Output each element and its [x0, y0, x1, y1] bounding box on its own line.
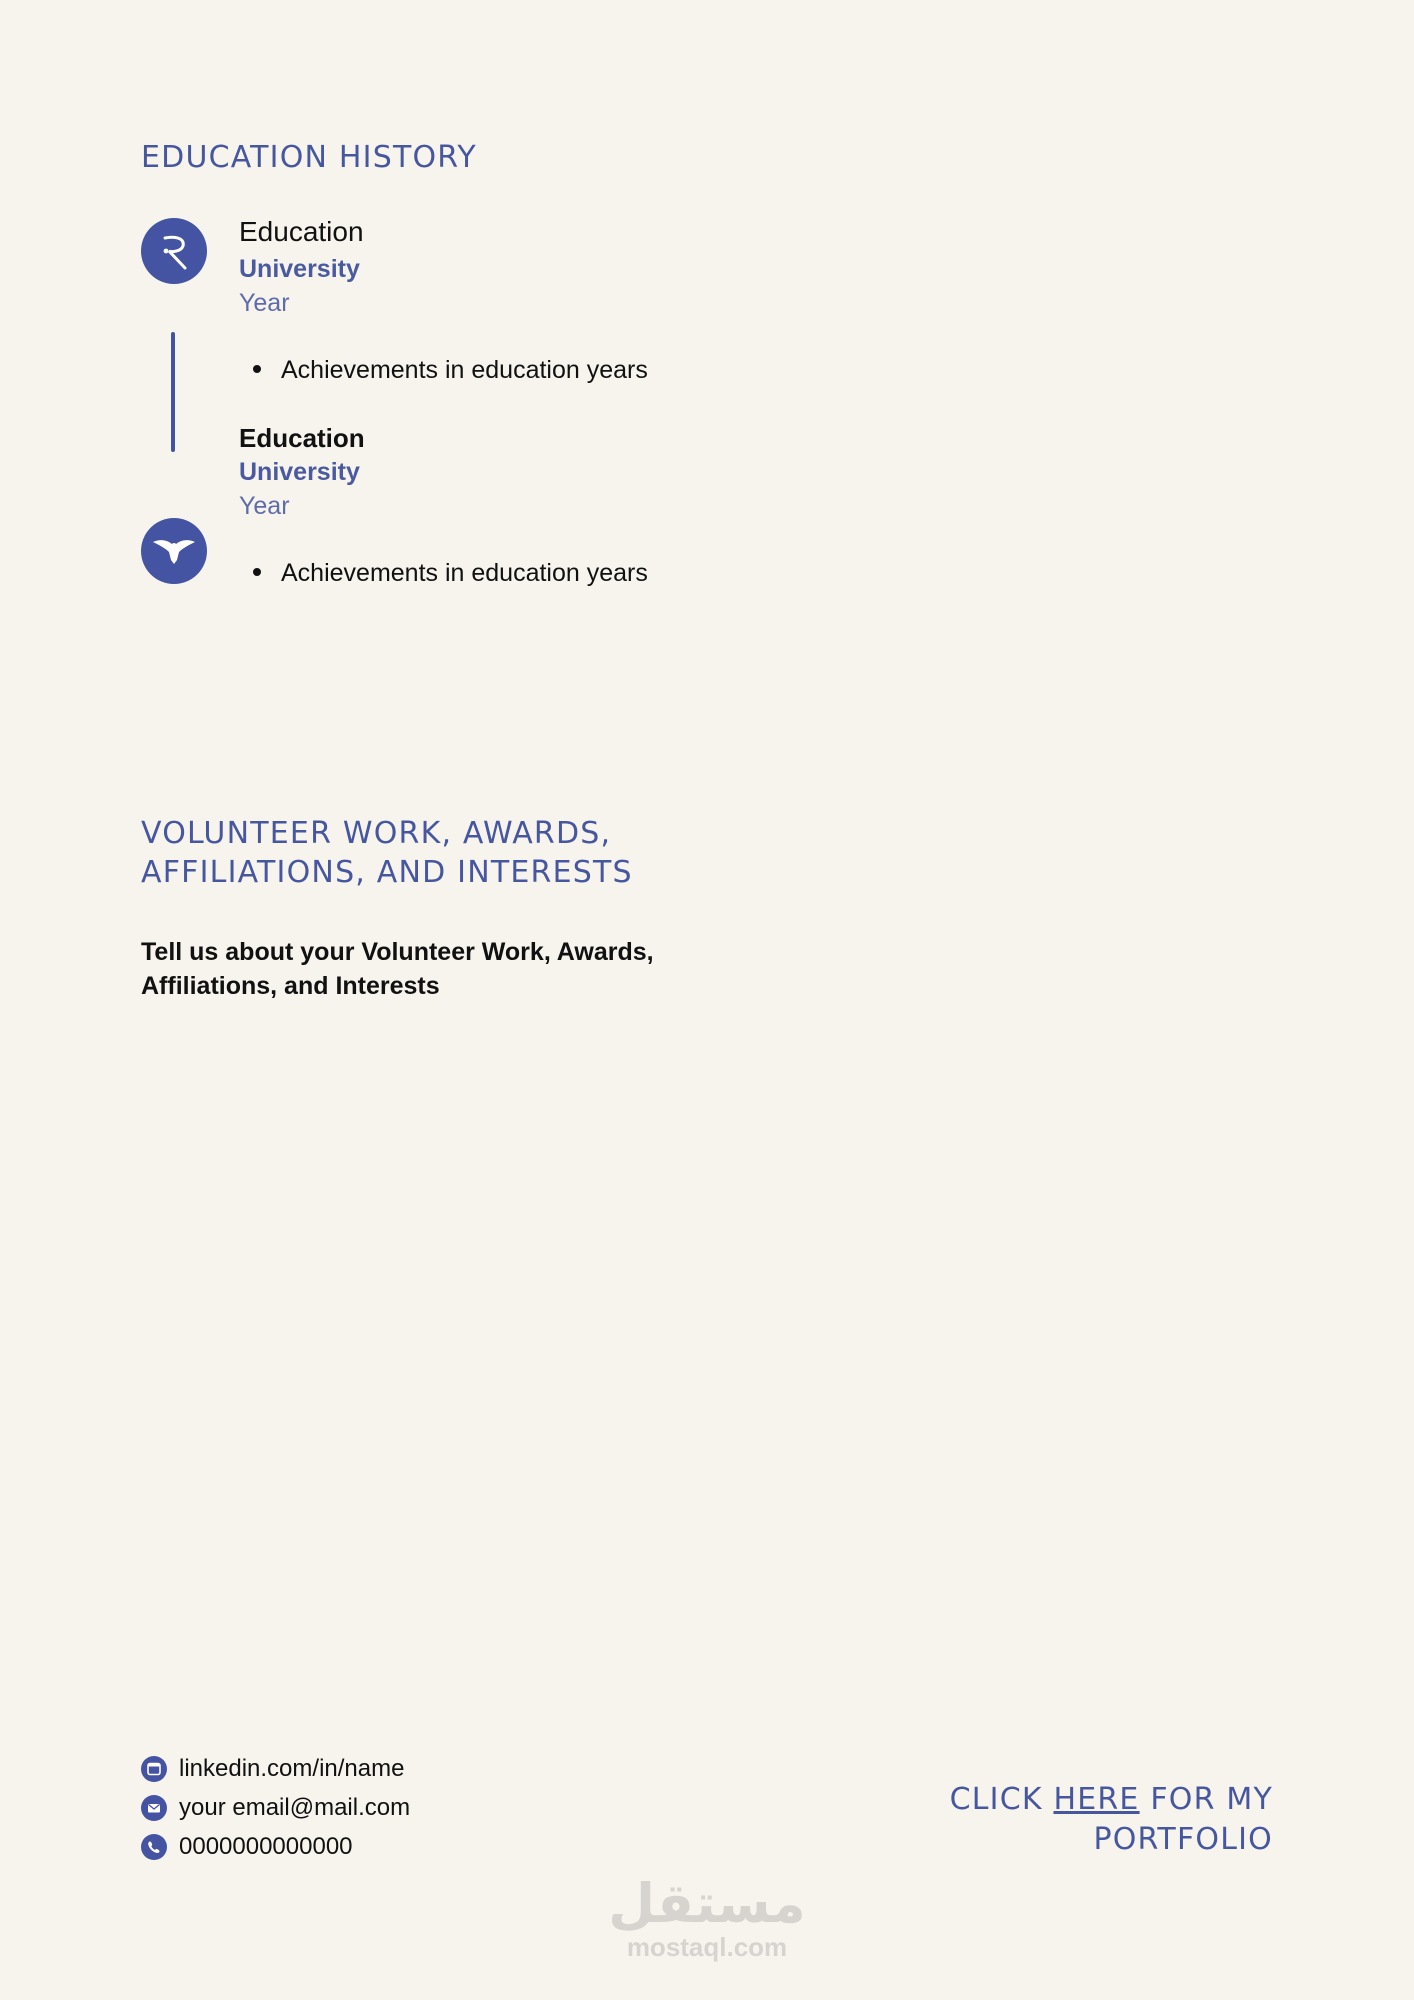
portfolio-here-link[interactable]: HERE	[1053, 1782, 1140, 1817]
education-section-title: EDUCATION HISTORY	[141, 140, 477, 175]
contact-linkedin[interactable]	[141, 1754, 410, 1784]
linkedin-text[interactable]: linkedin.com/in/name	[179, 1755, 405, 1782]
linkedin-icon	[141, 1756, 167, 1782]
email-text[interactable]: your email@mail.com	[179, 1794, 411, 1821]
watermark-domain: mostaql.com	[626, 1932, 788, 1962]
portfolio-suffix: FOR MY	[1139, 1782, 1273, 1817]
education-achievement-2: Achievements in education years	[239, 556, 648, 590]
university-logo-r-icon	[141, 218, 207, 284]
watermark-arabic: مستقل	[608, 1872, 806, 1935]
contact-email[interactable]	[141, 1793, 410, 1823]
phone-icon	[141, 1834, 167, 1860]
email-icon	[141, 1795, 167, 1821]
volunteer-body-line1: Tell us about your Volunteer Work, Awards,	[141, 938, 654, 966]
education-year-1: Year	[239, 289, 290, 317]
university-logo-bird-icon	[141, 518, 207, 584]
contact-list	[141, 1754, 410, 1862]
volunteer-body-line2: Affiliations, and Interests	[141, 972, 440, 1000]
timeline-line	[171, 332, 175, 452]
education-year-2: Year	[239, 492, 290, 520]
portfolio-line1	[853, 1780, 1273, 1820]
education-achievement-1: Achievements in education years	[239, 353, 648, 387]
volunteer-section-title-line2: AFFILIATIONS, AND INTERESTS	[141, 855, 633, 890]
phone-text[interactable]: 0000000000000	[179, 1833, 353, 1860]
education-institution-2: University	[239, 458, 360, 486]
education-institution-1: University	[239, 255, 360, 283]
portfolio-line2: PORTFOLIO	[1093, 1822, 1273, 1857]
portfolio-cta[interactable]	[853, 1780, 1273, 1860]
volunteer-section-title-line1: VOLUNTEER WORK, AWARDS,	[141, 816, 612, 851]
watermark	[607, 1872, 807, 1962]
education-degree-1: Education	[239, 216, 364, 247]
portfolio-prefix: CLICK	[949, 1782, 1054, 1817]
contact-phone[interactable]	[141, 1832, 410, 1862]
education-degree-2: Education	[239, 423, 365, 453]
